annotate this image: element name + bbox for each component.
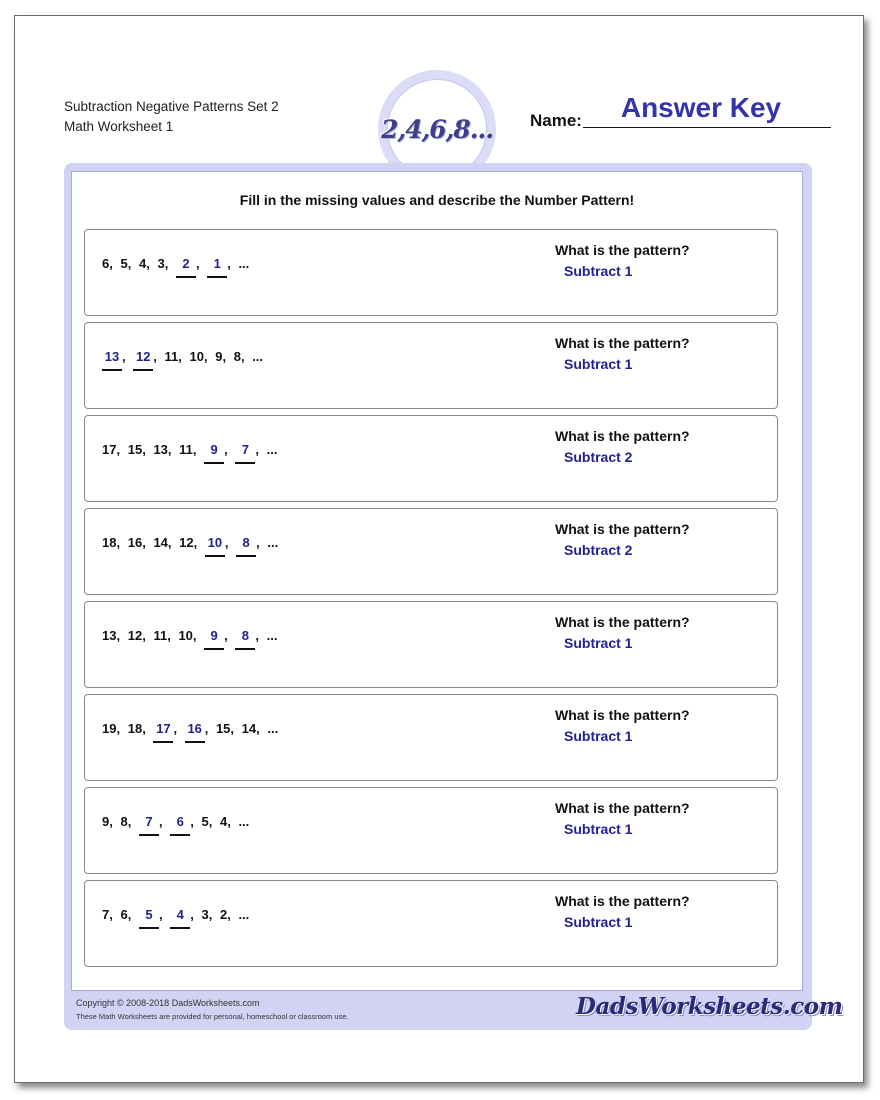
- answer-blank[interactable]: 7: [139, 814, 159, 836]
- answer-blank[interactable]: 4: [170, 907, 190, 929]
- answer-blank[interactable]: 5: [139, 907, 159, 929]
- pattern-answer: Subtract 1: [564, 635, 633, 651]
- pattern-question: What is the pattern?: [555, 242, 690, 258]
- answer-blank[interactable]: 12: [133, 349, 153, 371]
- problem-8: [84, 880, 778, 967]
- sequence-term: 19: [102, 721, 117, 736]
- pattern-answer: Subtract 2: [564, 449, 633, 465]
- pattern-answer: Subtract 2: [564, 542, 633, 558]
- number-sequence: 18, 16, 14, 12, 10 , 8 , ...: [102, 535, 278, 557]
- sequence-term: 7: [102, 907, 110, 922]
- sequence-term: 3: [157, 256, 165, 271]
- pattern-question: What is the pattern?: [555, 893, 690, 909]
- sequence-term: ...: [238, 256, 250, 271]
- problem-1: [84, 229, 778, 316]
- logo-text: 2,4,6,8...: [381, 114, 493, 144]
- sequence-term: 8: [120, 814, 128, 829]
- sequence-term: ...: [266, 628, 278, 643]
- footer-copyright: Copyright © 2008-2018 DadsWorksheets.com: [76, 998, 260, 1008]
- pattern-question: What is the pattern?: [555, 800, 690, 816]
- footer-logo: DadsWorksheets.com: [576, 993, 843, 1020]
- pattern-question: What is the pattern?: [555, 707, 690, 723]
- problem-7: [84, 787, 778, 874]
- problems-panel: [71, 171, 803, 991]
- sequence-term: 15: [127, 442, 143, 457]
- sequence-term: 4: [219, 814, 228, 829]
- sequence-term: 2: [219, 907, 228, 922]
- answer-blank[interactable]: 9: [204, 442, 224, 464]
- sequence-term: 6: [102, 256, 110, 271]
- sequence-term: 17: [102, 442, 117, 457]
- sequence-term: 11: [179, 442, 193, 457]
- answer-blank[interactable]: 17: [153, 721, 173, 743]
- sequence-term: ...: [238, 907, 250, 922]
- pattern-question: What is the pattern?: [555, 614, 690, 630]
- sequence-term: 12: [127, 628, 143, 643]
- sequence-term: 4: [138, 256, 147, 271]
- sequence-term: 11: [164, 349, 179, 364]
- name-label: Name:: [530, 111, 582, 130]
- pattern-answer: Subtract 1: [564, 263, 633, 279]
- problem-3: [84, 415, 778, 502]
- pattern-answer: Subtract 1: [564, 728, 633, 744]
- sequence-term: 9: [215, 349, 223, 364]
- sequence-term: ...: [267, 721, 279, 736]
- title-line-2: Math Worksheet 1: [64, 119, 174, 134]
- number-sequence: 7, 6, 5 , 4 , 3, 2, ...: [102, 907, 249, 929]
- sequence-term: ...: [267, 535, 279, 550]
- sequence-term: ...: [238, 814, 250, 829]
- sequence-term: 14: [241, 721, 257, 736]
- pattern-question: What is the pattern?: [555, 335, 690, 351]
- answer-blank[interactable]: 16: [185, 721, 205, 743]
- instructions: Fill in the missing values and describe the Number Pattern!: [239, 192, 635, 208]
- title-line-1: Subtraction Negative Patterns Set 2: [64, 99, 279, 114]
- answer-key-text: Answer Key: [620, 92, 782, 123]
- number-sequence: 6, 5, 4, 3, 2 , 1 , ...: [102, 256, 249, 278]
- name-line: [583, 127, 831, 128]
- sequence-term: 10: [189, 349, 204, 364]
- pattern-answer: Subtract 1: [564, 356, 633, 372]
- sequence-term: 6: [120, 907, 128, 922]
- sequence-term: 9: [102, 814, 110, 829]
- problem-5: [84, 601, 778, 688]
- answer-blank[interactable]: 8: [235, 628, 255, 650]
- sequence-term: 5: [201, 814, 209, 829]
- sequence-term: 5: [120, 256, 128, 271]
- footer-note: These Math Worksheets are provided for personal, homeschool or classroom use.: [76, 1012, 349, 1021]
- worksheet-title: [64, 97, 279, 137]
- sequence-term: 12: [179, 535, 194, 550]
- number-sequence: 19, 18, 17 , 16 , 15, 14, ...: [102, 721, 278, 743]
- pattern-question: What is the pattern?: [555, 521, 690, 537]
- sequence-term: 14: [153, 535, 168, 550]
- worksheet-frame: [64, 163, 843, 1030]
- answer-blank[interactable]: 6: [170, 814, 190, 836]
- number-sequence: 9, 8, 7 , 6 , 5, 4, ...: [102, 814, 249, 836]
- answer-blank[interactable]: 10: [205, 535, 225, 557]
- sequence-term: 13: [153, 442, 168, 457]
- sequence-term: 11: [153, 628, 168, 643]
- number-sequence: 17, 15, 13, 11, 9 , 7 , ...: [102, 442, 278, 464]
- pattern-answer: Subtract 1: [564, 821, 633, 837]
- answer-blank[interactable]: 9: [204, 628, 224, 650]
- problem-6: [84, 694, 778, 781]
- problem-4: [84, 508, 778, 595]
- pattern-question: What is the pattern?: [555, 428, 690, 444]
- answer-blank[interactable]: 8: [236, 535, 256, 557]
- number-sequence: 13, 12, 11, 10, 9 , 8 , ...: [102, 628, 278, 650]
- sequence-term: 16: [127, 535, 143, 550]
- sequence-term: ...: [252, 349, 264, 364]
- pattern-answer: Subtract 1: [564, 914, 633, 930]
- sequence-term: 10: [178, 628, 193, 643]
- answer-blank[interactable]: 7: [235, 442, 255, 464]
- problem-2: [84, 322, 778, 409]
- sequence-term: 3: [201, 907, 209, 922]
- number-sequence: 13 , 12 , 11, 10, 9, 8, ...: [102, 349, 263, 371]
- sequence-term: 8: [233, 349, 241, 364]
- answer-blank[interactable]: 13: [102, 349, 122, 371]
- sequence-term: 18: [102, 535, 117, 550]
- sequence-term: 18: [127, 721, 143, 736]
- answer-blank[interactable]: 1: [207, 256, 227, 278]
- sequence-term: 15: [215, 721, 231, 736]
- answer-blank[interactable]: 2: [176, 256, 196, 278]
- sequence-term: 13: [102, 628, 117, 643]
- sequence-term: ...: [266, 442, 278, 457]
